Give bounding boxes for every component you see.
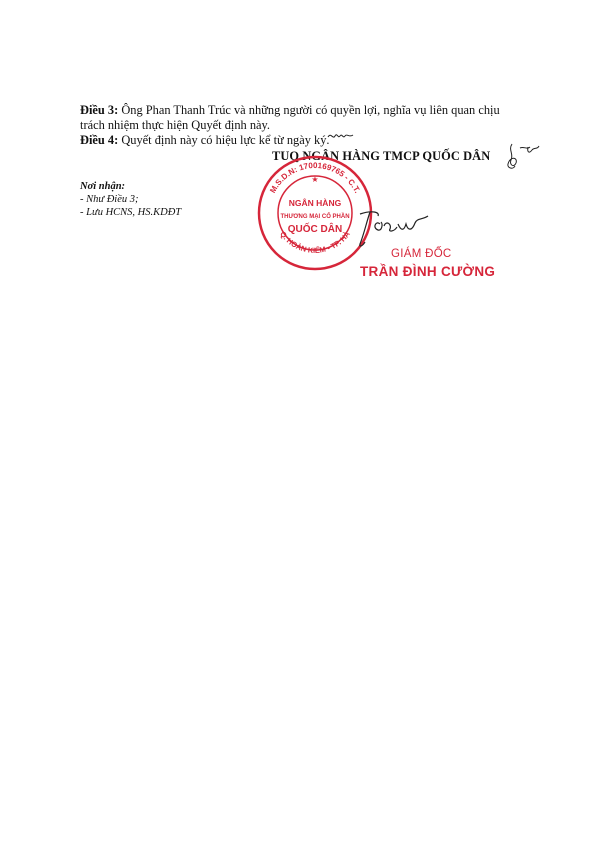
article-3-label: Điều 3: [80, 103, 119, 117]
organization-line: TUQ.NGÂN HÀNG TMCP QUỐC DÂN [272, 149, 491, 163]
seal-center-line-1: NGÂN HÀNG [288, 198, 342, 208]
handwritten-initial [326, 128, 356, 144]
svg-text:★: ★ [311, 175, 319, 184]
seal-ring-text: M.S.D.N: 1700169765 - C.T. [268, 160, 362, 195]
seal-center-line-3: QUỐC DÂN [287, 224, 343, 235]
recipients-title: Nơi nhận: [80, 181, 126, 192]
article-4-label: Điều 4: [80, 133, 119, 147]
handwritten-signature [350, 200, 440, 250]
recipient-item: - Như Điều 3; [80, 194, 139, 205]
recipient-item: - Lưu HCNS, HS.KDĐT [80, 207, 182, 218]
article-3 [80, 103, 520, 118]
article-3-continuation: trách nhiệm thực hiện Quyết định này. [80, 118, 270, 132]
signer-position: GIÁM ĐỐC [391, 248, 452, 260]
signer-name: TRẦN ĐÌNH CƯỜNG [360, 264, 496, 279]
article-4-text: Quyết định này có hiệu lực kể từ ngày ký. [121, 133, 330, 147]
article-4 [80, 133, 330, 148]
seal-bottom-text: Q. HOÀN KIẾM - TP. HÀ [278, 229, 352, 255]
article-3-text: Ông Phan Thanh Trúc và những người có quyền lợi, nghĩa vụ liên quan chịu [121, 103, 500, 117]
handwritten-initial [502, 138, 542, 174]
seal-center-line-2: THƯƠNG MẠI CỔ PHẦN [280, 214, 350, 220]
recipients-block [80, 180, 181, 219]
